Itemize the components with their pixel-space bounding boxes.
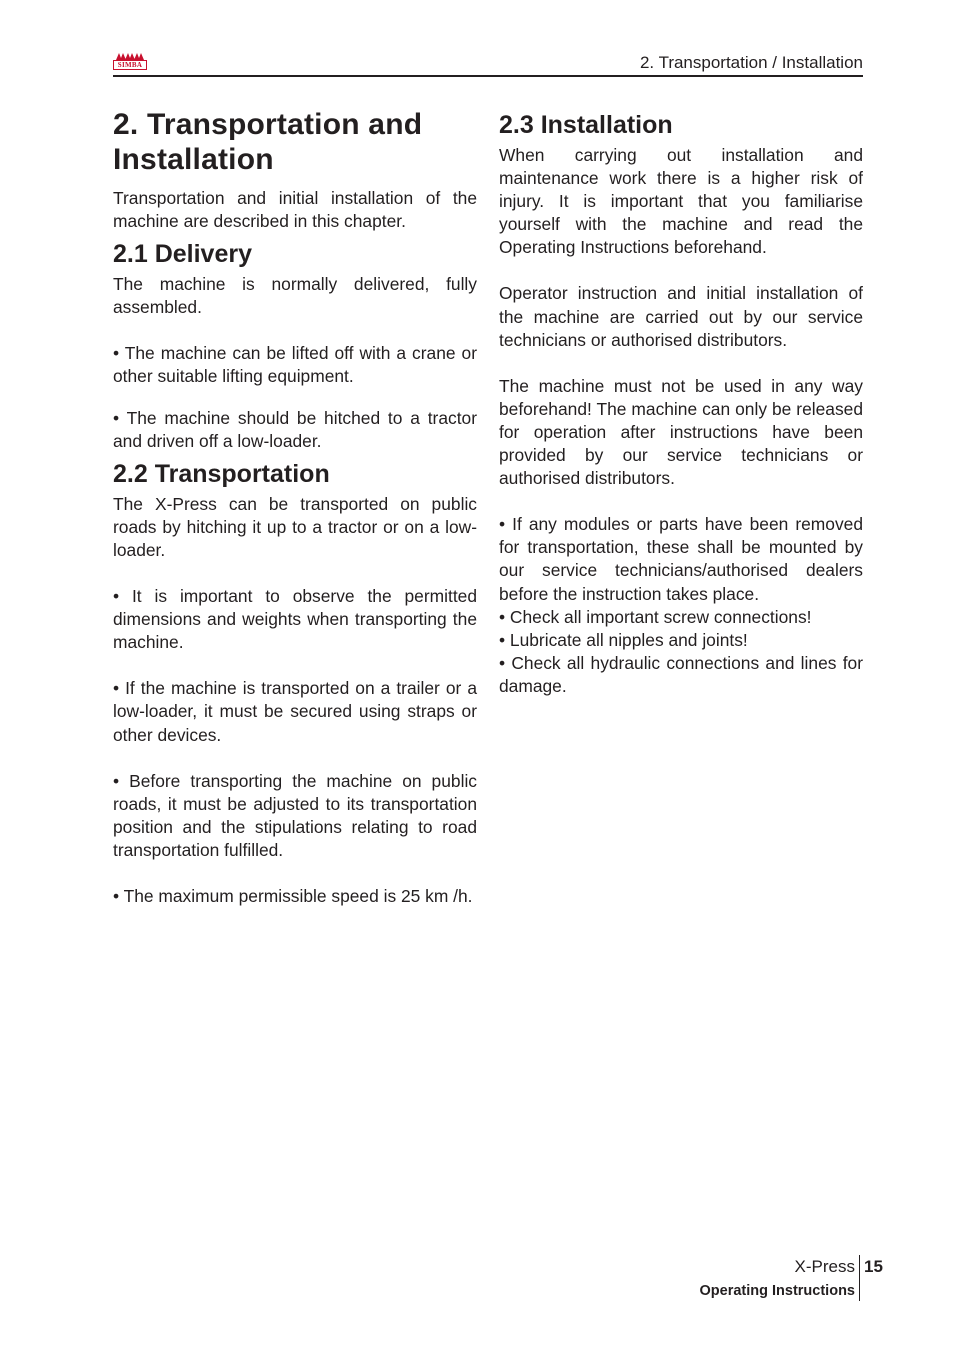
installation-paragraph: Operator instruction and initial installation of the machine are carried out by our service technicians or authorised distributors. [499,283,863,350]
installation-bullet: • Lubricate all nipples and joints! [499,629,748,650]
installation-bullet: • If any modules or parts have been removed for transportation, these shall be mounted by our service technicians/authorised dealers before the instruction takes place. [499,514,863,604]
section-delivery-heading: 2.1 Delivery [113,240,252,269]
delivery-bullet: • The machine should be hitched to a tractor and driven off a low-loader. [113,407,477,451]
installation-paragraph: The machine must not be used in any way beforehand! The machine can only be released for operation after instructions have been provided by our service technicians or authorised distributors. [499,375,863,489]
footer-product-name: X-Press [794,1257,855,1276]
chapter-title: 2. Transportation and Installation [113,108,423,176]
chapter-intro: Transportation and initial installation of the machine are described in this chapter. [113,188,477,232]
delivery-bullet: • The machine can be lifted off with a crane or other suitable lifting equipment. [113,343,477,387]
footer-divider [859,1255,860,1301]
transportation-bullet: • Before transporting the machine on public roads, it must be adjusted to its transportation position and the stipulations relating to road transportation fulfilled. [113,770,477,860]
logo-mark-icon [115,52,145,60]
running-header: 2. Transportation / Installation [639,53,863,72]
header-rule [113,75,863,77]
logo-wordmark: SIMBA [113,60,147,70]
left-column [113,107,477,908]
footer-subtitle: Operating Instructions [699,1283,855,1299]
transportation-paragraph: The X-Press can be transported on public roads by hitching it up to a tractor or on a low-loader. [113,493,477,560]
installation-paragraph: When carrying out installation and maintenance work there is a higher risk of injury. It is important that you familiarise yourself with the machine and read the Operating Instructions beforehand. [499,145,863,258]
section-transportation-heading: 2.2 Transportation [113,459,330,488]
simba-logo [113,52,147,72]
transportation-bullet: • The maximum permissible speed is 25 km /h. [113,885,473,906]
section-installation-heading: 2.3 Installation [499,111,673,139]
right-column [499,110,863,698]
delivery-paragraph: The machine is normally delivered, fully assembled. [113,274,477,318]
transportation-bullet: • If the machine is transported on a trailer or a low-loader, it must be secured using straps or other devices. [113,678,477,745]
installation-bullet: • Check all hydraulic connections and lines for damage. [499,652,863,696]
transportation-bullet: • It is important to observe the permitted dimensions and weights when transporting the machine. [113,586,477,653]
page-number: 15 [864,1257,883,1276]
installation-bullet: • Check all important screw connections! [499,606,812,627]
